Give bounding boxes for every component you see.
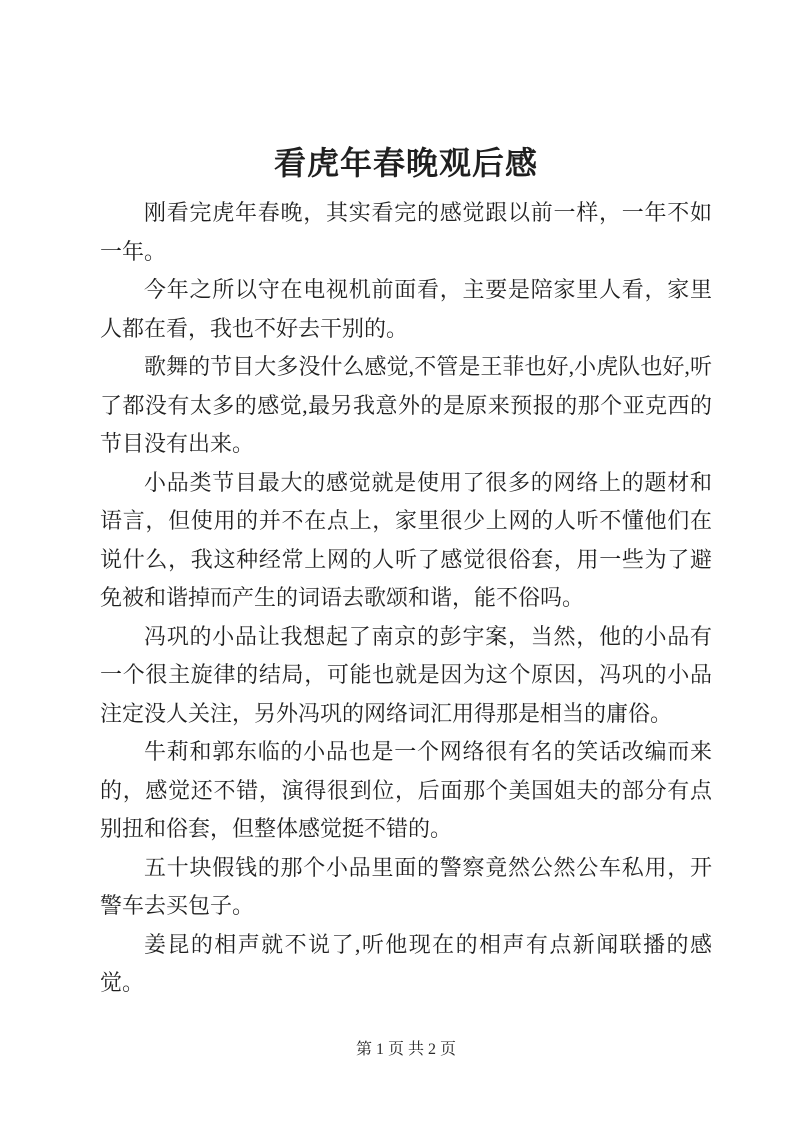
paragraph: 歌舞的节目大多没什么感觉,不管是王菲也好,小虎队也好,听了都没有太多的感觉,最另我意外的是原来预报的那个亚克西的节目没有出来。 [100,354,712,456]
paragraph: 小品类节目最大的感觉就是使用了很多的网络上的题材和语言，但使用的并不在点上，家里很少上网的人听不懂他们在说什么，我这种经常上网的人听了感觉很俗套，用一些为了避免被和谐掉而产生的词语去歌颂和谐，能不俗吗。 [100,469,712,610]
paragraph: 牛莉和郭东临的小品也是一个网络很有名的笑话改编而来的，感觉还不错，演得很到位，后面那个美国姐夫的部分有点别扭和俗套，但整体感觉挺不错的。 [100,739,712,841]
paragraph: 五十块假钱的那个小品里面的警察竟然公然公车私用，开警车去买包子。 [100,854,712,918]
paragraph: 姜昆的相声就不说了,听他现在的相声有点新闻联播的感觉。 [100,931,712,995]
document-title: 看虎年春晚观后感 [273,145,538,181]
document-body [100,194,712,1003]
paragraph: 冯巩的小品让我想起了南京的彭宇案，当然，他的小品有一个很主旋律的结局，可能也就是因为这个原因，冯巩的小品注定没人关注，另外冯巩的网络词汇用得那是相当的庸俗。 [100,623,712,726]
page-indicator: 第 1 页 共 2 页 [355,1041,456,1058]
paragraph: 刚看完虎年春晚，其实看完的感觉跟以前一样，一年不如一年。 [100,200,712,264]
page-footer [100,1038,712,1062]
paragraph: 今年之所以守在电视机前面看，主要是陪家里人看，家里人都在看，我也不好去干别的。 [100,277,712,341]
